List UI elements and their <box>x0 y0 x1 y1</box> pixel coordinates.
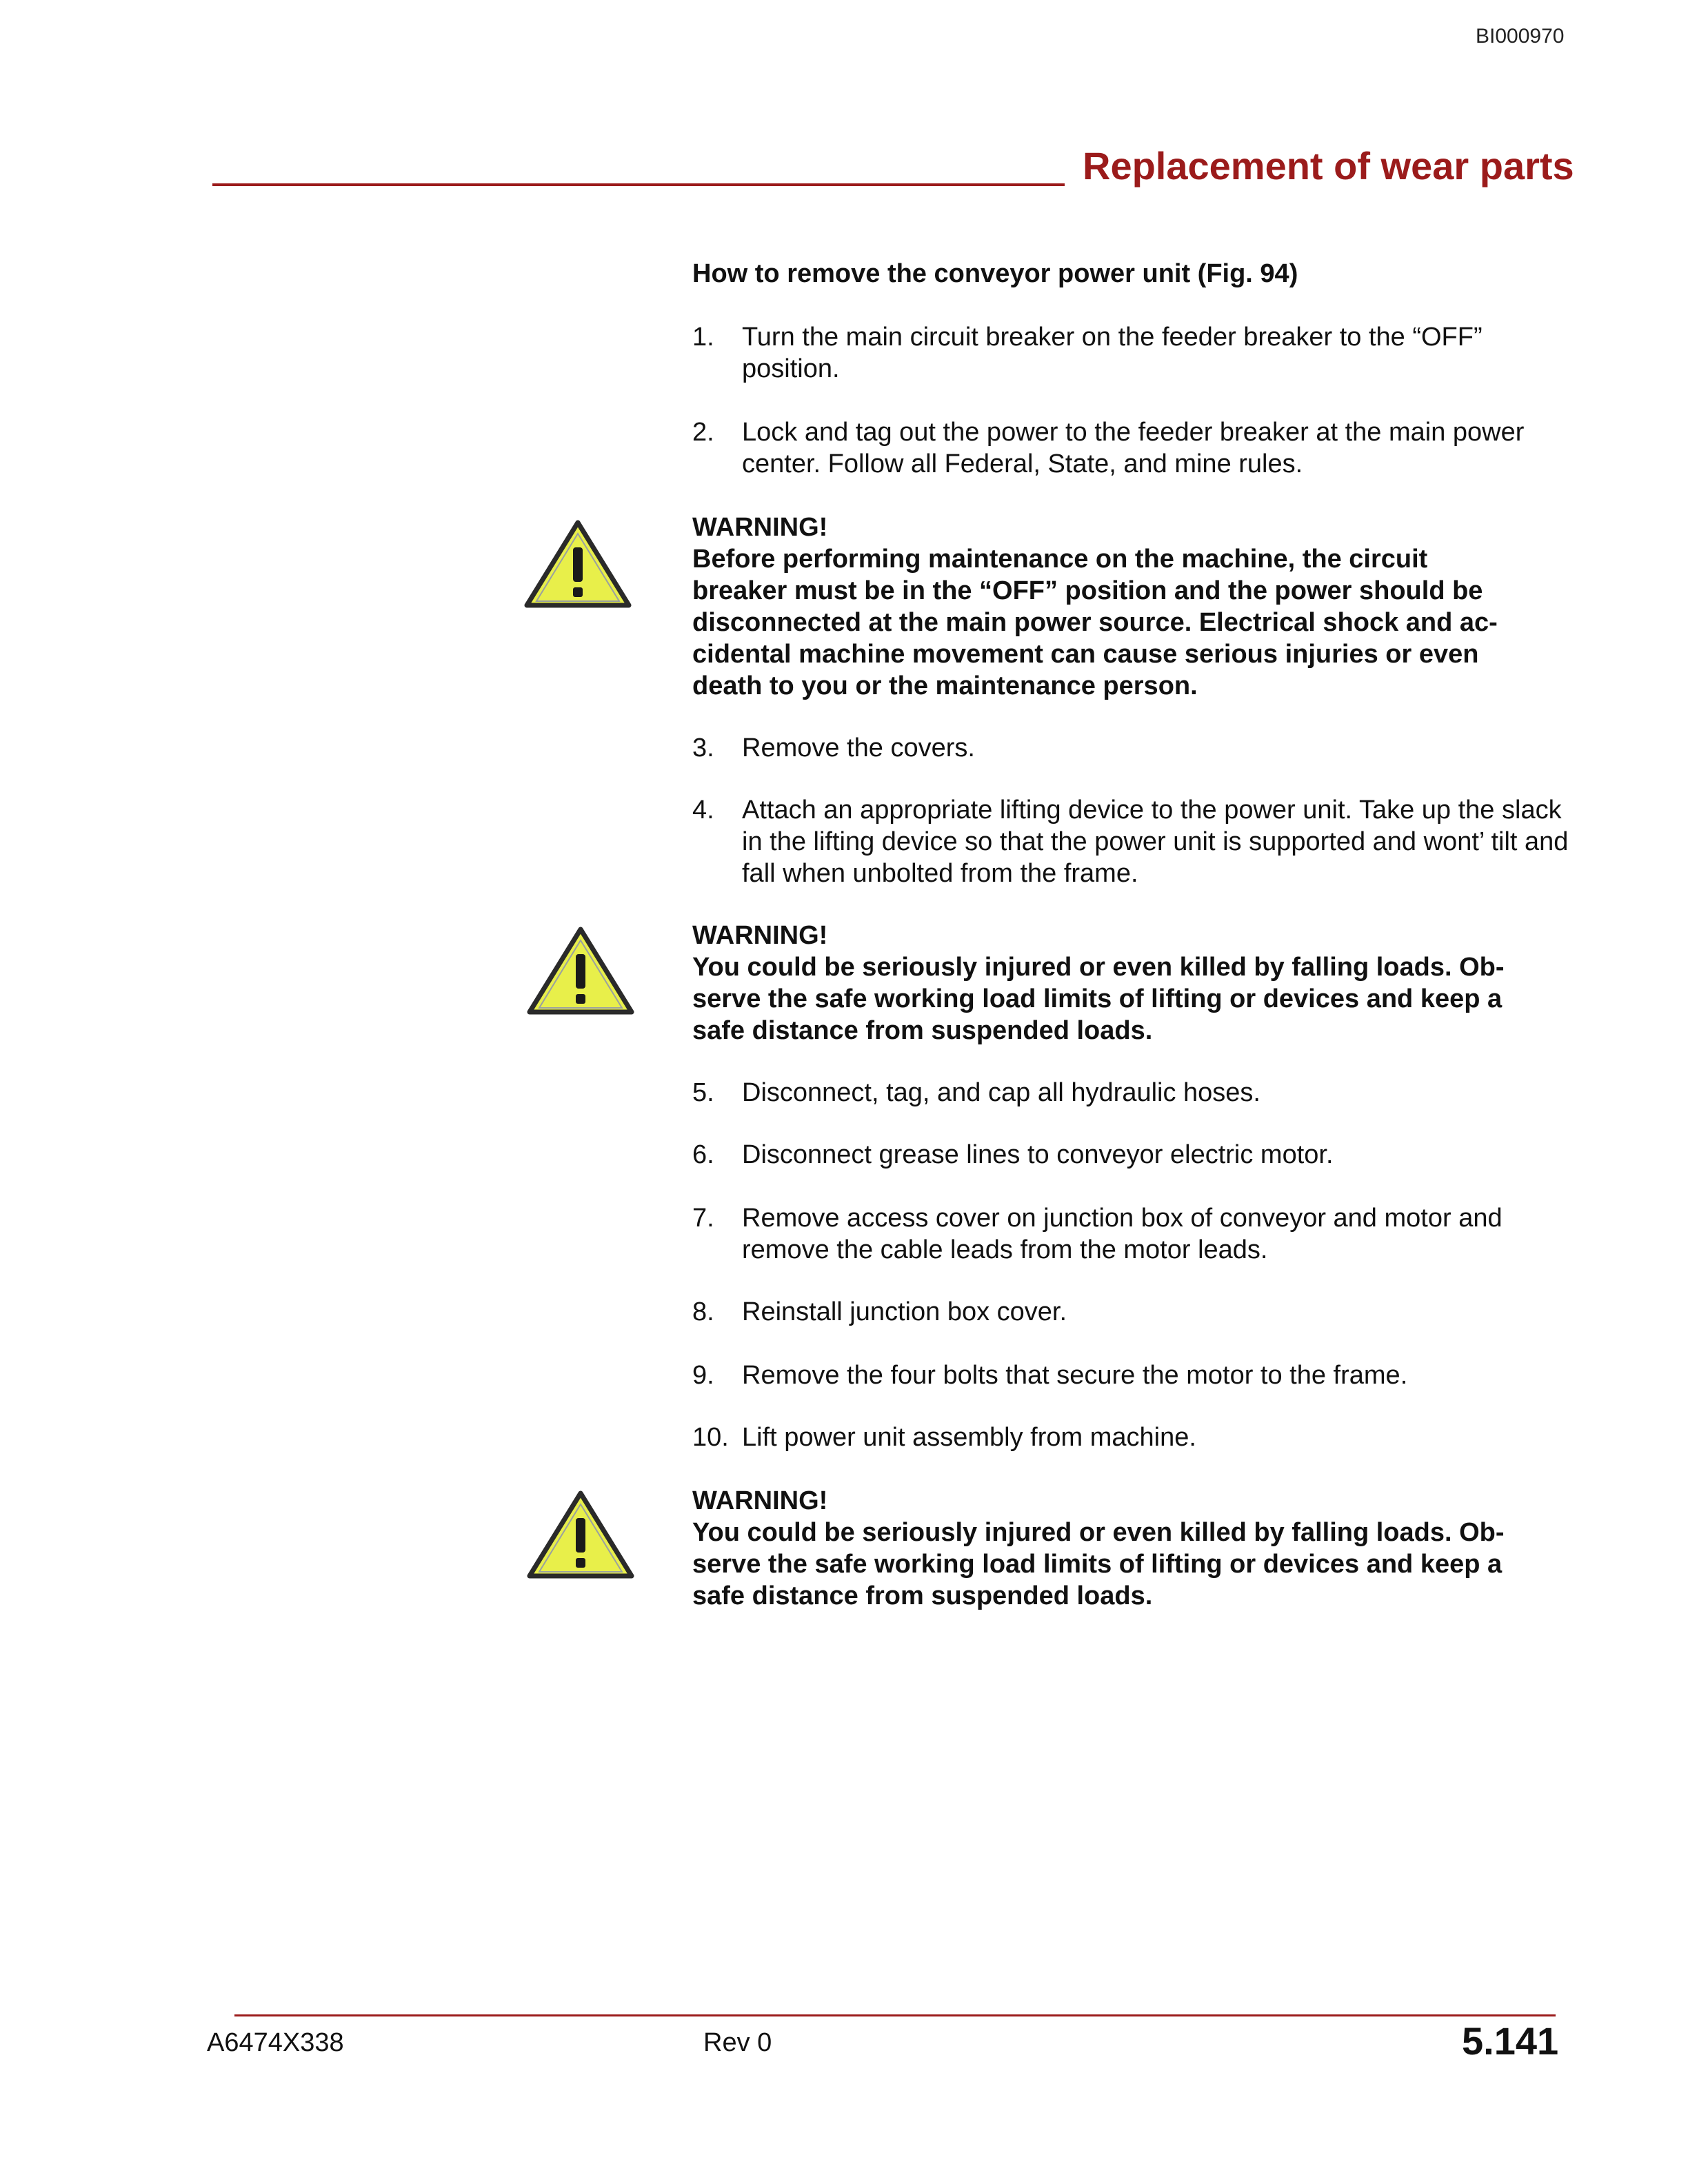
section-title: Replacement of wear parts <box>1083 144 1574 188</box>
step-text: Reinstall junction box cover. <box>742 1297 1067 1326</box>
step-text: Disconnect, tag, and cap all hydraulic hoses. <box>742 1078 1260 1107</box>
warning-triangle-icon <box>525 925 636 1018</box>
step-number: 3. <box>692 734 714 762</box>
warning-line: You could be seriously injured or even killed by falling loads. Ob- <box>692 1518 1505 1547</box>
step-text: Attach an appropriate lifting device to the power unit. Take up the slack in the lifting device so that the power unit is supported and wont’ tilt and fall when unbolted from the frame. <box>742 796 1569 888</box>
step-number: 2. <box>692 418 714 447</box>
step-text: Remove the covers. <box>742 734 975 762</box>
step-text: Remove the four bolts that secure the motor to the frame. <box>742 1361 1408 1390</box>
warning-heading: WARNING! <box>692 1486 828 1515</box>
step-number: 8. <box>692 1297 714 1326</box>
warning-triangle-icon <box>523 518 633 611</box>
warning-heading: WARNING! <box>692 921 828 950</box>
step-text: Lock and tag out the power to the feeder breaker at the main power center. Follow all Federal, State, and mine rules. <box>742 418 1525 478</box>
warning-line: cidental machine movement can cause serious injuries or even <box>692 640 1479 669</box>
warning-heading: WARNING! <box>692 513 828 542</box>
footer-page-number: 5.141 <box>1462 2019 1559 2063</box>
warning-block-3 <box>692 1485 1561 1612</box>
step-text: Disconnect grease lines to conveyor electric motor. <box>742 1140 1334 1169</box>
warning-line: serve the safe working load limits of lifting or devices and keep a <box>692 1550 1503 1579</box>
warning-line: breaker must be in the “OFF” position and the power should be <box>692 576 1483 605</box>
step-number: 9. <box>692 1361 714 1390</box>
warning-line: safe distance from suspended loads. <box>692 1016 1153 1045</box>
warning-block-2 <box>692 920 1561 1046</box>
step-number: 4. <box>692 796 714 825</box>
warning-line: serve the safe working load limits of lifting or devices and keep a <box>692 984 1503 1013</box>
warning-line: death to you or the maintenance person. <box>692 671 1198 700</box>
step-number: 5. <box>692 1078 714 1107</box>
warning-line: disconnected at the main power source. Electrical shock and ac- <box>692 608 1498 637</box>
step-number: 7. <box>692 1204 714 1233</box>
doc-id: BI000970 <box>1476 25 1565 48</box>
step-text: Remove access cover on junction box of conveyor and motor and remove the cable leads from the motor leads. <box>742 1204 1503 1264</box>
footer-rule <box>234 2014 1556 2016</box>
procedure-title: How to remove the conveyor power unit (Fig. 94) <box>692 259 1298 288</box>
warning-triangle-icon <box>525 1489 636 1581</box>
footer-part-number: A6474X338 <box>207 2028 344 2057</box>
step-number: 1. <box>692 323 714 352</box>
warning-line: You could be seriously injured or even killed by falling loads. Ob- <box>692 953 1505 982</box>
title-rule <box>212 183 1065 186</box>
step-number: 10. <box>692 1423 729 1452</box>
step-number: 6. <box>692 1140 714 1169</box>
warning-line: Before performing maintenance on the machine, the circuit <box>692 545 1428 574</box>
step-text: Turn the main circuit breaker on the feeder breaker to the “OFF” position. <box>742 323 1483 383</box>
warning-block-1 <box>692 512 1561 702</box>
step-text: Lift power unit assembly from machine. <box>742 1423 1196 1452</box>
warning-line: safe distance from suspended loads. <box>692 1581 1153 1610</box>
footer-revision: Rev 0 <box>703 2028 772 2057</box>
